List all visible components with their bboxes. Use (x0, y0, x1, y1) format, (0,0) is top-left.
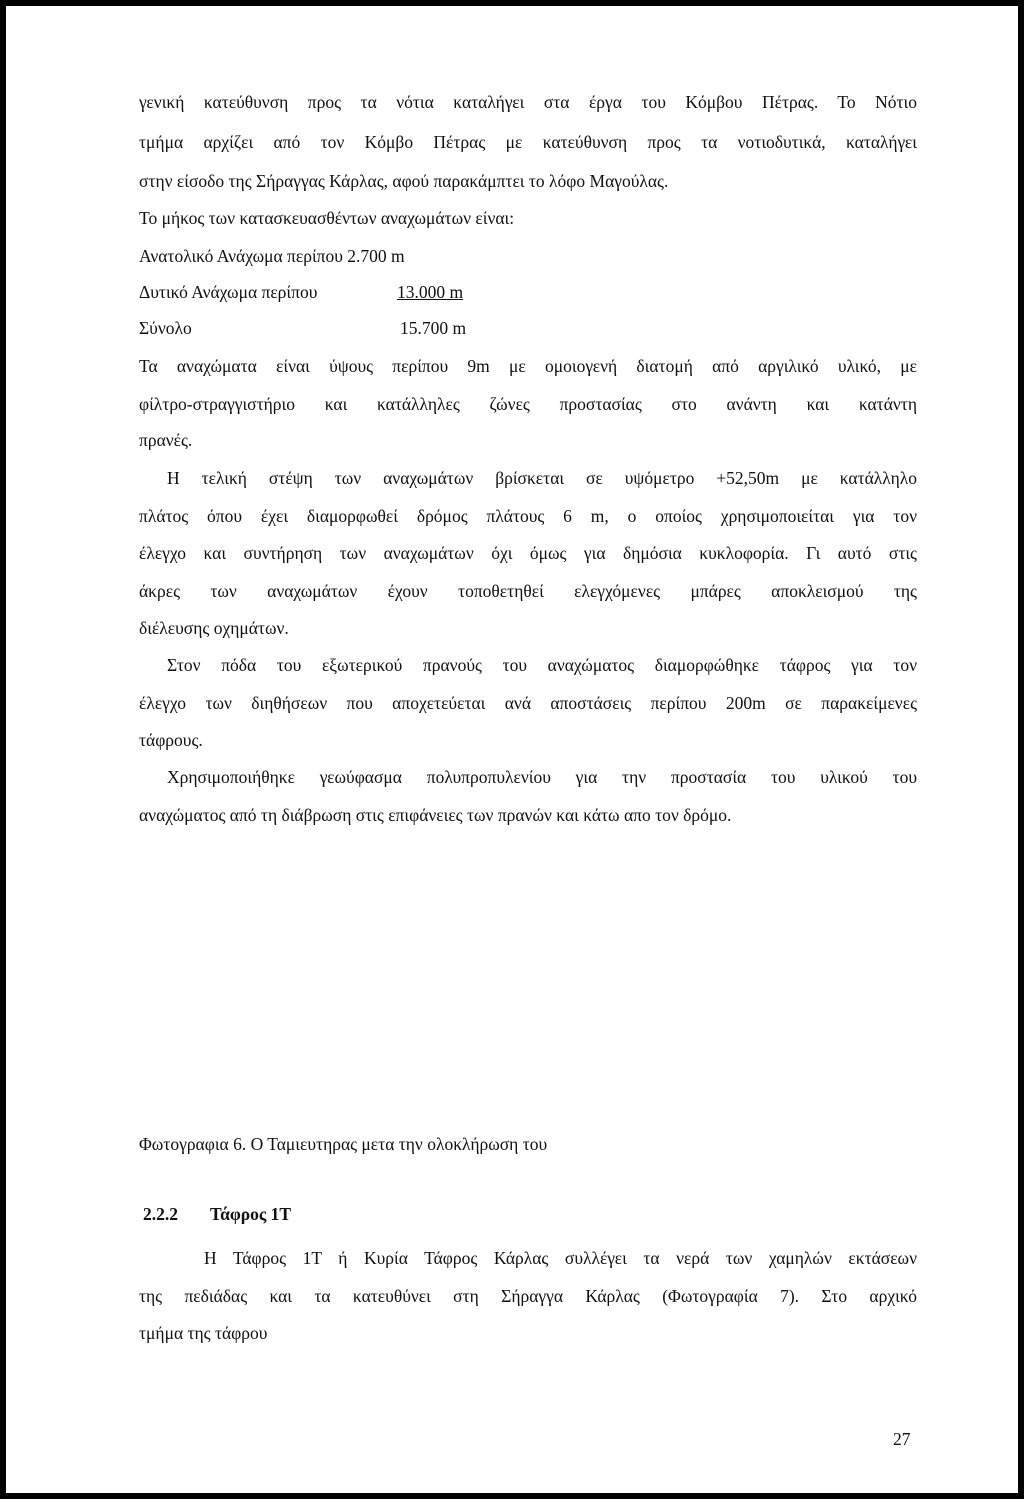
length-row-total-label: Σύνολο (139, 318, 192, 338)
photo-caption: Φωτογραφια 6. Ο Ταμιευτηρας μετα την ολοκλήρωση του (139, 1134, 548, 1154)
length-row-east: Ανατολικό Ανάχωμα περίπου 2.700 m (139, 246, 405, 266)
paragraph-5-line-2: αναχώματος από τη διάβρωση στις επιφάνειες των πρανών και κάτω απο τον δρόμο. (139, 805, 732, 825)
paragraph-3-line-3: έλεγχο και συντήρηση των αναχωμάτων όχι όμως για δημόσια κυκλοφορία. Γι αυτό στις (139, 543, 917, 563)
paragraph-2-line-1: Τα αναχώματα είναι ύψους περίπου 9m με ομοιογενή διατομή από αργιλικό υλικό, με (139, 356, 917, 376)
paragraph-2-line-3: πρανές. (139, 430, 193, 450)
paragraph-3-line-1: Η τελική στέψη των αναχωμάτων βρίσκεται σε υψόμετρο +52,50m με κατάλληλο (167, 468, 917, 488)
paragraph-5-line-1: Χρησιμοποιήθηκε γεωύφασμα πολυπροπυλενίου για την προστασία του υλικού του (167, 767, 917, 787)
paragraph-4-line-1: Στον πόδα του εξωτερικού πρανούς του αναχώματος διαμορφώθηκε τάφρος για τον (167, 655, 917, 675)
length-row-west-value: 13.000 m (397, 282, 464, 302)
paragraph-1-line-3: στην είσοδο της Σήραγγας Κάρλας, αφού παρακάμπτει το λόφο Μαγούλας. (139, 171, 669, 191)
lengths-intro: Το μήκος των κατασκευασθέντων αναχωμάτων είναι: (139, 208, 515, 228)
paragraph-4-line-2: έλεγχο των διηθήσεων που αποχετεύεται ανά αποστάσεις περίπου 200m σε παρακείμενες (139, 693, 917, 713)
document-page (6, 6, 1018, 1493)
length-row-total-value: 15.700 m (400, 318, 467, 338)
paragraph-6-line-1: Η Τάφρος 1Τ ή Κυρία Τάφρος Κάρλας συλλέγει τα νερά των χαμηλών εκτάσεων (204, 1248, 917, 1268)
paragraph-1-line-2: τμήμα αρχίζει από τον Κόμβο Πέτρας με κατεύθυνση προς τα νοτιοδυτικά, καταλήγει (139, 132, 917, 152)
paragraph-6-line-2: της πεδιάδας και τα κατευθύνει στη Σήραγγα Κάρλας (Φωτογραφία 7). Στο αρχικό (139, 1286, 917, 1306)
section-title: Τάφρος 1Τ (210, 1204, 292, 1224)
paragraph-3-line-5: διέλευσης οχημάτων. (139, 618, 289, 638)
paragraph-1-line-1: γενική κατεύθυνση προς τα νότια καταλήγει στα έργα του Κόμβου Πέτρας. Το Νότιο (139, 92, 917, 112)
paragraph-2-line-2: φίλτρο-στραγγιστήριο και κατάλληλες ζώνες προστασίας στο ανάντη και κατάντη (139, 394, 917, 414)
length-row-west-label: Δυτικό Ανάχωμα περίπου (139, 282, 318, 302)
section-number: 2.2.2 (143, 1204, 178, 1224)
paragraph-3-line-2: πλάτος όπου έχει διαμορφωθεί δρόμος πλάτους 6 m, ο οποίος χρησιμοποιείται για τον (139, 506, 917, 526)
page-number: 27 (893, 1429, 911, 1449)
paragraph-4-line-3: τάφρους. (139, 730, 203, 750)
paragraph-6-line-3: τμήμα της τάφρου (139, 1323, 268, 1343)
paragraph-3-line-4: άκρες των αναχωμάτων έχουν τοποθετηθεί ελεγχόμενες μπάρες αποκλεισμού της (139, 581, 917, 601)
scan-edge-mark (6, 6, 52, 9)
